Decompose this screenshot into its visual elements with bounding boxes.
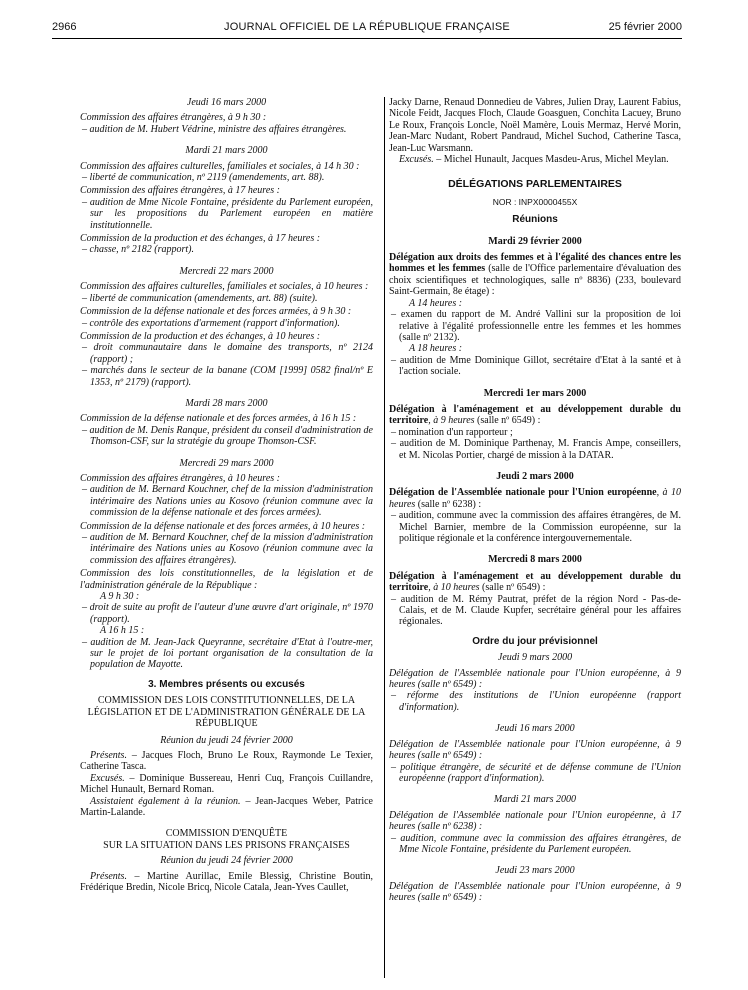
committee-line: Commission de la défense nationale et des forces armées, à 10 heures : <box>80 520 366 532</box>
committee-line: Commission des affaires culturelles, familiales et sociales, à 14 h 30 : <box>80 160 360 172</box>
date-heading: Jeudi 2 mars 2000 <box>496 470 574 482</box>
left-column <box>80 97 373 893</box>
section-heading: 3. Membres présents ou excusés <box>148 678 305 690</box>
time-label: A 16 h 15 : <box>100 625 145 637</box>
date-heading: Jeudi 16 mars 2000 <box>495 723 575 735</box>
excused-label: Excusés. <box>90 772 125 784</box>
delegation-location: (salle nº 6238) : <box>415 498 482 510</box>
attendance-excused <box>389 154 681 165</box>
agenda-item: – audition de M. Bernard Kouchner, chef de la mission d'administration intérimaire des Nations unies au Kosovo (réunion commune avec la commission des affaires étrangères). <box>82 532 373 566</box>
date-heading: Jeudi 9 mars 2000 <box>497 652 573 664</box>
commission-name: SUR LA SITUATION DANS LES PRISONS FRANÇAISES <box>103 839 350 851</box>
date-heading: Mercredi 8 mars 2000 <box>488 554 582 566</box>
committee-line: Commission de la défense nationale et des forces armées, à 9 h 30 : <box>80 306 352 318</box>
delegation-time: , à 9 heures <box>428 415 475 427</box>
date-heading: Mercredi 22 mars 2000 <box>179 265 274 277</box>
committee-line: Délégation de l'Assemblée nationale pour l'Union européenne, à 9 heures (salle nº 6549) : <box>389 738 681 762</box>
also-names: – Jean-Jacques Weber, Patrice Martin-Lalande. <box>80 795 373 818</box>
agenda-item: – audition de M. Jean-Jack Queyranne, secrétaire d'Etat à l'outre-mer, sur le projet de loi portant organisation de la consultation de la population de Mayotte. <box>82 636 373 671</box>
delegation-time: , à 10 heures <box>428 582 480 594</box>
page-number: 2966 <box>52 21 77 33</box>
date-heading: Mercredi 1er mars 2000 <box>483 387 587 399</box>
delegation-entry <box>389 487 681 510</box>
agenda-item: – marchés dans le secteur de la banane (COM [1999] 0582 final/nº E 1353, nº 2179) (rapport). <box>82 365 373 388</box>
agenda-item: – audition, commune avec la commission des affaires étrangères, de Mme Nicole Fontaine, présidente du Parlement européen. <box>391 832 681 855</box>
meeting-date: Réunion du jeudi 24 février 2000 <box>160 734 293 746</box>
committee-line: Commission des lois constitutionnelles, de la législation et de l'administration générale de la République : <box>80 568 373 591</box>
attendance-present <box>80 871 373 894</box>
meeting-date: Réunion du jeudi 24 février 2000 <box>160 855 293 867</box>
delegation-entry <box>389 571 681 594</box>
date-heading: Mercredi 29 mars 2000 <box>179 457 274 469</box>
delegation-name: Délégation à l'aménagement et au développement durable du territoire <box>389 403 681 427</box>
issue-date: 25 février 2000 <box>608 21 682 33</box>
date-heading: Mardi 29 février 2000 <box>488 235 582 247</box>
delegation-location: (salle de l'Office parlementaire d'évaluation des choix scientifiques et technologiques, salle nº 8836) (233, boulevard Saint-Germain, 8e étage) : <box>389 263 682 298</box>
committee-line: Commission de la production et des échanges, à 10 heures : <box>80 330 321 342</box>
excused-names: – Michel Hunault, Jacques Masdeu-Arus, Michel Meylan. <box>433 154 669 166</box>
agenda-item: – audition de M. Rémy Pautrat, préfet de la région Nord - Pas-de-Calais, et de M. Claude Kupfer, secrétaire général pour les affaires régionales. <box>391 593 681 628</box>
committee-line: Commission de la production et des échanges, à 17 heures : <box>80 233 321 245</box>
date-heading: Jeudi 16 mars 2000 <box>186 97 267 108</box>
delegation-location: (salle nº 6549) : <box>479 582 546 594</box>
attendance-excused <box>80 773 373 796</box>
delegation-name: Délégation de l'Assemblée nationale pour l'Union européenne <box>389 487 657 499</box>
agenda-item: – audition de M. Denis Ranque, président du conseil d'administration de Thomson-CSF, sur la stratégie du groupe Thomson-CSF. <box>82 424 373 448</box>
commission-name: COMMISSION D'ENQUÊTE <box>165 828 288 840</box>
committee-line: Commission des affaires culturelles, familiales et sociales, à 10 heures : <box>80 281 369 293</box>
delegation-entry <box>389 252 681 298</box>
agenda-item: – liberté de communication (amendements, art. 88) (suite). <box>82 292 318 304</box>
present-names: – Martine Aurillac, Emile Blessig, Christine Boutin, Frédérique Bredin, Nicole Bricq, Nicole Catala, Jean-Yves Caullet, <box>80 870 373 893</box>
nor-reference: NOR : INPX0000455X <box>492 196 578 207</box>
excused-label: Excusés. <box>399 154 434 166</box>
date-heading: Mardi 21 mars 2000 <box>185 145 268 157</box>
agenda-item: – réforme des institutions de l'Union européenne (rapport d'information). <box>391 690 681 713</box>
time-label: A 14 heures : <box>409 297 463 309</box>
commission-name: COMMISSION DES LOIS CONSTITUTIONNELLES, DE LA LÉGISLATION ET DE L'ADMINISTRATION GÉNÉRALE DE LA RÉPUBLIQUE <box>87 695 366 730</box>
agenda-item: – nomination d'un rapporteur ; <box>391 426 513 438</box>
agenda-item: – audition de Mme Nicole Fontaine, présidente du Parlement européen, sur les propositions du Parlement européen en matière institutionnelle. <box>82 196 373 231</box>
committee-line: Commission des affaires étrangères, à 17 heures : <box>80 185 280 197</box>
delegation-name: Délégation à l'aménagement et au développement durable du territoire <box>389 570 681 594</box>
committee-line: Commission des affaires étrangères, à 10 heures : <box>80 472 280 484</box>
agenda-item: – contrôle des exportations d'armement (rapport d'information). <box>82 317 340 329</box>
present-label: Présents. <box>90 749 127 761</box>
time-label: A 9 h 30 : <box>100 591 140 603</box>
attendance-continued: Jacky Darne, Renaud Donnedieu de Vabres, Julien Dray, Laurent Fabius, Nicole Feidt, Jacques Floch, Claude Goasguen, Conchita Lacuey, Bruno Le Roux, François Loncle, Noël Mamère, Louis Mermaz, Hervé Morin, Jean-Marc Nudant, Robert Pandraud, Michel Suchod, Catherine Tasca, Jean-Luc Warsmann. <box>389 97 681 154</box>
committee-line: Commission des affaires étrangères, à 9 h 30 : <box>80 112 267 124</box>
page-header <box>52 21 682 39</box>
time-label: A 18 heures : <box>409 343 463 355</box>
committee-line: Délégation de l'Assemblée nationale pour l'Union européenne, à 17 heures (salle nº 6238) : <box>389 809 681 833</box>
agenda-item: – audition de M. Bernard Kouchner, chef de la mission d'administration intérimaire des Nations unies au Kosovo (réunion commune avec la commission de la défense nationale et des forces armées). <box>82 484 373 519</box>
committee-line: Délégation de l'Assemblée nationale pour l'Union européenne, à 9 heures (salle nº 6549) : <box>389 667 681 691</box>
agenda-item: – audition de Mme Dominique Gillot, secrétaire d'Etat à la santé et à l'action sociale. <box>391 354 681 378</box>
committee-line: Délégation de l'Assemblée nationale pour l'Union européenne, à 9 heures (salle nº 6549) : <box>389 880 681 904</box>
agenda-item: – audition de M. Dominique Parthenay, M. Francis Ampe, conseillers, et M. Nicolas Portier, chargé de mission à la DATAR. <box>391 438 681 461</box>
delegation-time: , à 10 heures <box>389 487 681 510</box>
attendance-also <box>80 796 373 819</box>
date-heading: Mardi 21 mars 2000 <box>493 794 577 806</box>
excused-names: – Dominique Bussereau, Henri Cuq, François Cuillandre, Michel Hunault, Bernard Roman. <box>80 772 373 796</box>
present-names: – Jacques Floch, Bruno Le Roux, Raymonde Le Texier, Catherine Tasca. <box>80 749 373 773</box>
present-label: Présents. <box>90 870 127 882</box>
agenda-item: – droit de suite au profit de l'auteur d'une œuvre d'art originale, nº 1970 (rapport). <box>82 602 373 625</box>
date-heading: Mardi 28 mars 2000 <box>185 397 268 409</box>
delegation-location: (salle nº 6549) : <box>474 415 541 427</box>
delegation-name: Délégation aux droits des femmes et à l'égalité des chances entre les hommes et les femmes <box>389 252 681 275</box>
agenda-item: – examen du rapport de M. André Vallini sur la proposition de loi relative à l'égalité professionnelle entre les femmes et les hommes (salle nº 2132). <box>391 309 681 343</box>
agenda-item: – audition de M. Hubert Védrine, ministre des affaires étrangères. <box>82 123 347 135</box>
journal-title: JOURNAL OFFICIEL DE LA RÉPUBLIQUE FRANÇAISE <box>224 21 510 33</box>
section-heading: DÉLÉGATIONS PARLEMENTAIRES <box>448 178 622 191</box>
agenda-item: – liberté de communication, nº 2119 (amendements, art. 88). <box>82 172 325 184</box>
agenda-item: – chasse, nº 2182 (rapport). <box>82 244 194 256</box>
subsection-heading: Ordre du jour prévisionnel <box>472 635 598 647</box>
agenda-item: – politique étrangère, de sécurité et de défense commune de l'Union européenne (rapport d'information). <box>391 761 681 784</box>
agenda-item: – droit communautaire dans le domaine des transports, nº 2124 (rapport) ; <box>82 342 373 365</box>
agenda-item: – audition, commune avec la commission des affaires étrangères, de M. Michel Barnier, membre de la Commission européenne, sur la politique régionale et la conférence intergouvernementale. <box>391 510 681 544</box>
column-divider <box>384 97 385 978</box>
committee-line: Commission de la défense nationale et des forces armées, à 16 h 15 : <box>80 413 357 425</box>
date-heading: Jeudi 23 mars 2000 <box>495 865 575 877</box>
subsection-heading: Réunions <box>512 214 558 226</box>
also-label: Assistaient également à la réunion. <box>90 795 241 807</box>
delegation-entry <box>389 404 681 427</box>
attendance-present <box>80 750 373 773</box>
header-rule <box>52 38 682 39</box>
right-column <box>389 97 681 904</box>
